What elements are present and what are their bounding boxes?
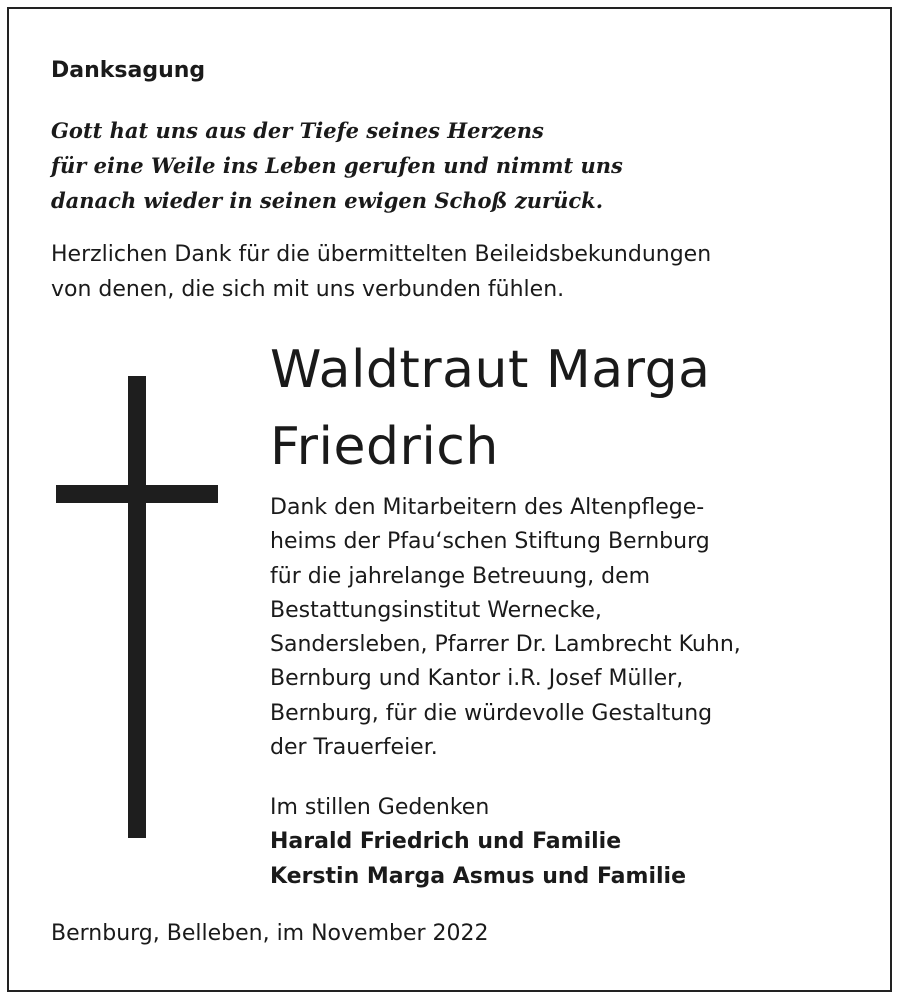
acknowledgement-line: Bernburg, für die würdevolle Gestaltung <box>270 700 713 726</box>
deceased-name-line: Friedrich <box>270 417 499 477</box>
quote-line: Gott hat uns aus der Tiefe seines Herzens <box>51 118 544 143</box>
place-and-date: Bernburg, Belleben, im November 2022 <box>51 921 489 946</box>
acknowledgement-line: Dank den Mitarbeitern des Altenpflege- <box>270 495 705 520</box>
thanks-line: Herzlichen Dank für die übermittelten Beileidsbekundungen <box>51 242 712 267</box>
acknowledgement-line: heims der Pfau‘schen Stiftung Bernburg <box>270 529 710 555</box>
signer-name: Harald Friedrich und Familie <box>270 829 622 854</box>
deceased-name-line: Waldtraut Marga <box>270 340 711 400</box>
thanks-line: von denen, die sich mit uns verbunden fühlen. <box>51 277 565 302</box>
acknowledgement-line: Bestattungsinstitut Wernecke, <box>270 597 602 623</box>
cross-vertical-bar <box>128 376 146 838</box>
quote-block <box>51 113 623 218</box>
notice-heading: Danksagung <box>51 58 206 83</box>
signer-name: Kerstin Marga Asmus und Familie <box>270 864 686 889</box>
thanks-paragraph <box>51 237 711 307</box>
acknowledgement-line: Sandersleben, Pfarrer Dr. Lambrecht Kuhn, <box>270 632 741 658</box>
deceased-name <box>270 332 711 486</box>
acknowledgement-line: Bernburg und Kantor i.R. Josef Müller, <box>270 666 684 692</box>
acknowledgement-line: für die jahrelange Betreuung, dem <box>270 563 651 589</box>
quote-line: für eine Weile ins Leben gerufen und nimmt uns <box>51 153 623 178</box>
memorial-intro: Im stillen Gedenken <box>270 795 490 820</box>
cross-horizontal-bar <box>56 485 218 503</box>
acknowledgement-line: der Trauerfeier. <box>270 735 438 761</box>
acknowledgement-paragraph <box>270 491 741 765</box>
quote-line: danach wieder in seinen ewigen Schoß zurück. <box>51 188 603 213</box>
